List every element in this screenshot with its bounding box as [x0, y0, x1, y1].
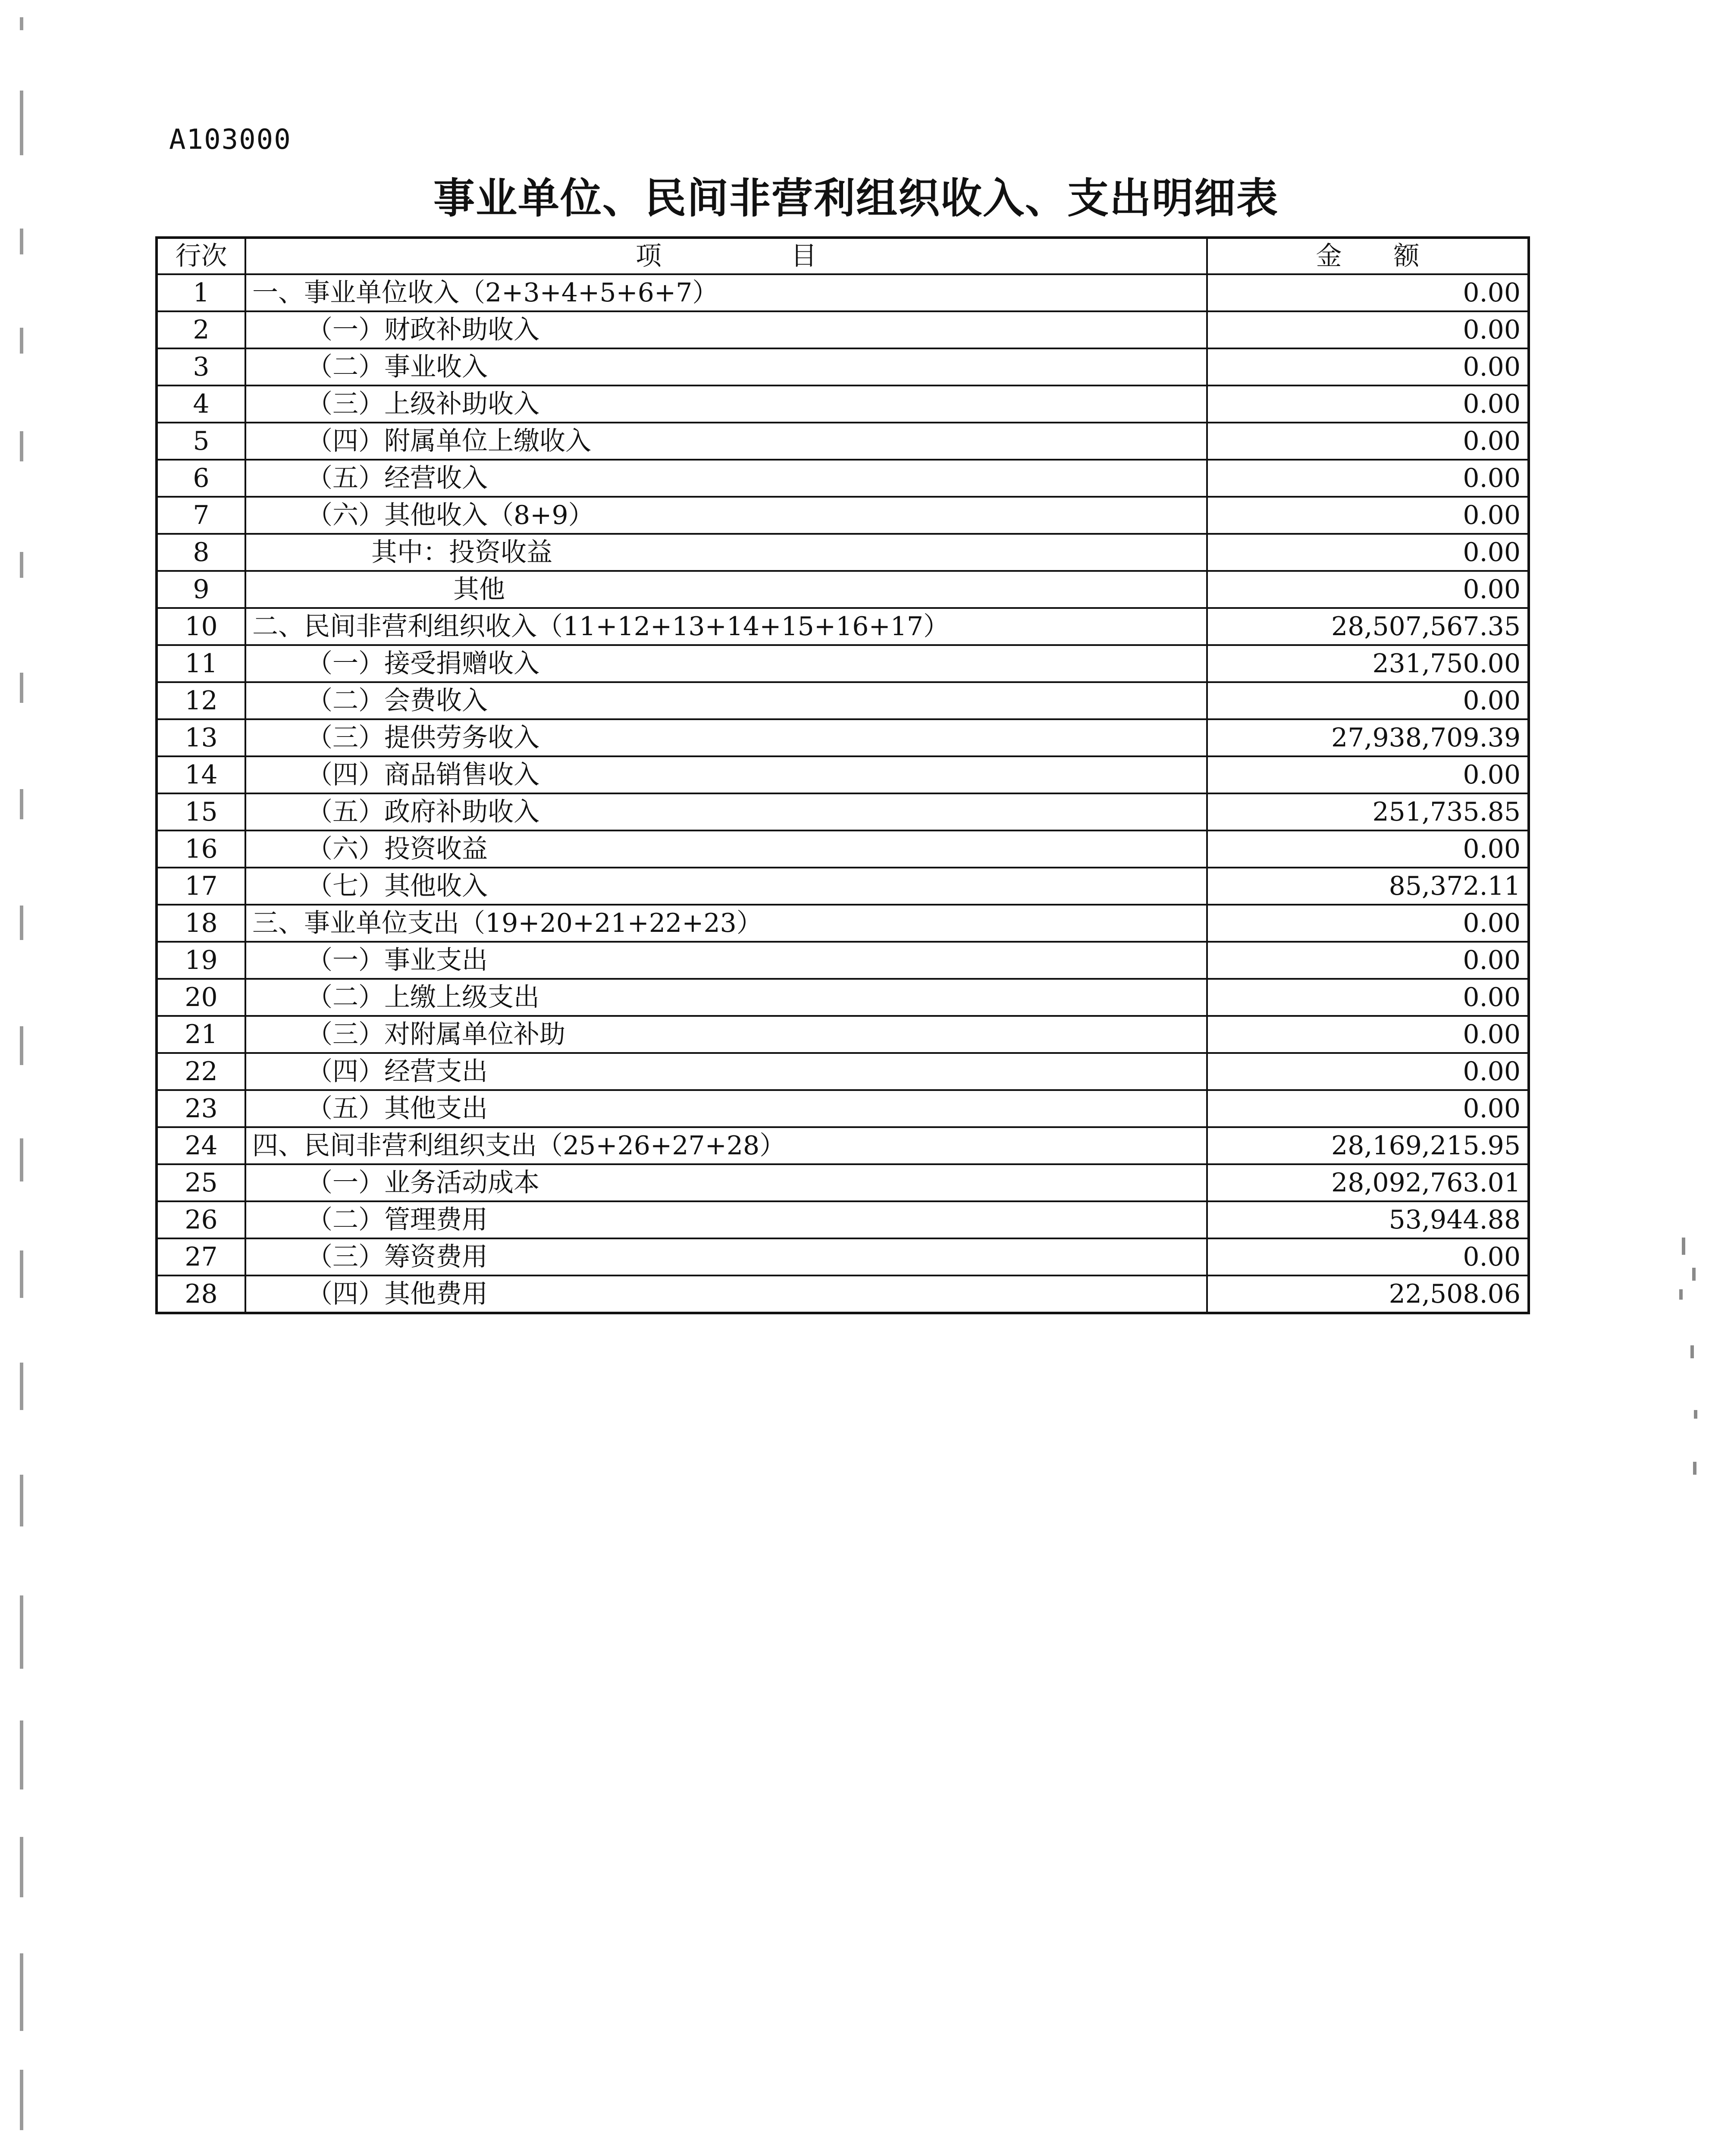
row-amount: 27,938,709.39 [1207, 719, 1529, 756]
row-amount: 0.00 [1207, 1016, 1529, 1053]
table-row [157, 1016, 1529, 1053]
form-code: A103000 [169, 124, 292, 156]
table-row [157, 905, 1529, 942]
scan-binding-marks [3, 0, 41, 2156]
row-amount: 0.00 [1207, 385, 1529, 423]
row-seq: 15 [157, 793, 245, 830]
row-item: （二）会费收入 [245, 682, 1207, 719]
row-seq: 3 [157, 348, 245, 385]
row-amount: 0.00 [1207, 497, 1529, 534]
row-seq: 1 [157, 274, 245, 311]
row-seq: 12 [157, 682, 245, 719]
table-row [157, 311, 1529, 348]
row-item: 其中：投资收益 [245, 534, 1207, 571]
row-amount: 0.00 [1207, 348, 1529, 385]
header-amount: 金 额 [1207, 238, 1529, 274]
table-row [157, 868, 1529, 905]
row-seq: 26 [157, 1201, 245, 1238]
row-item: （二）上缴上级支出 [245, 979, 1207, 1016]
row-amount: 28,169,215.95 [1207, 1127, 1529, 1164]
table-row [157, 348, 1529, 385]
row-seq: 24 [157, 1127, 245, 1164]
row-amount: 0.00 [1207, 942, 1529, 979]
row-item: 一、事业单位收入（2+3+4+5+6+7） [245, 274, 1207, 311]
table-header-row [157, 238, 1529, 274]
row-seq: 10 [157, 608, 245, 645]
table-row [157, 460, 1529, 497]
table-row [157, 682, 1529, 719]
table-row [157, 719, 1529, 756]
table-row [157, 645, 1529, 682]
table-row [157, 1238, 1529, 1275]
row-amount: 0.00 [1207, 534, 1529, 571]
row-seq: 8 [157, 534, 245, 571]
row-amount: 53,944.88 [1207, 1201, 1529, 1238]
scan-edge-marks [1678, 1238, 1703, 1479]
row-item: （四）附属单位上缴收入 [245, 423, 1207, 460]
row-amount: 22,508.06 [1207, 1275, 1529, 1313]
row-amount: 0.00 [1207, 979, 1529, 1016]
row-item: （二）管理费用 [245, 1201, 1207, 1238]
table-header [157, 238, 1529, 274]
row-item: 四、民间非营利组织支出（25+26+27+28） [245, 1127, 1207, 1164]
row-seq: 13 [157, 719, 245, 756]
row-item: （五）政府补助收入 [245, 793, 1207, 830]
row-item: （三）对附属单位补助 [245, 1016, 1207, 1053]
row-item: （四）商品销售收入 [245, 756, 1207, 793]
table-row [157, 942, 1529, 979]
row-amount: 231,750.00 [1207, 645, 1529, 682]
row-seq: 7 [157, 497, 245, 534]
table-row [157, 1164, 1529, 1201]
row-seq: 4 [157, 385, 245, 423]
row-item: （六）投资收益 [245, 830, 1207, 868]
document-title: 事业单位、民间非营利组织收入、支出明细表 [433, 174, 1279, 222]
row-seq: 11 [157, 645, 245, 682]
row-amount: 0.00 [1207, 1090, 1529, 1127]
row-amount: 28,092,763.01 [1207, 1164, 1529, 1201]
table-row [157, 385, 1529, 423]
row-item: 其他 [245, 571, 1207, 608]
row-seq: 27 [157, 1238, 245, 1275]
row-item: （一）业务活动成本 [245, 1164, 1207, 1201]
row-amount: 0.00 [1207, 756, 1529, 793]
row-amount: 0.00 [1207, 905, 1529, 942]
row-amount: 0.00 [1207, 423, 1529, 460]
row-seq: 6 [157, 460, 245, 497]
row-seq: 20 [157, 979, 245, 1016]
table-row [157, 497, 1529, 534]
row-item: （六）其他收入（8+9） [245, 497, 1207, 534]
row-item: （二）事业收入 [245, 348, 1207, 385]
table-row [157, 1275, 1529, 1313]
row-amount: 0.00 [1207, 830, 1529, 868]
table-row [157, 756, 1529, 793]
row-seq: 17 [157, 868, 245, 905]
header-seq: 行次 [157, 238, 245, 274]
row-item: （一）财政补助收入 [245, 311, 1207, 348]
row-seq: 18 [157, 905, 245, 942]
table-body [157, 274, 1529, 1313]
table-row [157, 830, 1529, 868]
row-item: （五）经营收入 [245, 460, 1207, 497]
row-seq: 23 [157, 1090, 245, 1127]
header-item: 项 目 [245, 238, 1207, 274]
row-item: （五）其他支出 [245, 1090, 1207, 1127]
row-seq: 25 [157, 1164, 245, 1201]
row-item: （三）上级补助收入 [245, 385, 1207, 423]
table-row [157, 571, 1529, 608]
row-amount: 251,735.85 [1207, 793, 1529, 830]
row-item: （四）其他费用 [245, 1275, 1207, 1313]
row-item: （一）事业支出 [245, 942, 1207, 979]
row-seq: 5 [157, 423, 245, 460]
row-seq: 19 [157, 942, 245, 979]
table-row [157, 979, 1529, 1016]
table-row [157, 793, 1529, 830]
row-amount: 0.00 [1207, 1238, 1529, 1275]
row-item: （三）提供劳务收入 [245, 719, 1207, 756]
row-amount: 0.00 [1207, 460, 1529, 497]
table-row [157, 423, 1529, 460]
row-seq: 16 [157, 830, 245, 868]
row-item: （七）其他收入 [245, 868, 1207, 905]
row-amount: 0.00 [1207, 1053, 1529, 1090]
table-row [157, 608, 1529, 645]
row-amount: 85,372.11 [1207, 868, 1529, 905]
row-amount: 0.00 [1207, 682, 1529, 719]
row-amount: 0.00 [1207, 274, 1529, 311]
table-row [157, 534, 1529, 571]
table-row [157, 1201, 1529, 1238]
row-seq: 14 [157, 756, 245, 793]
row-item: （三）筹资费用 [245, 1238, 1207, 1275]
row-amount: 0.00 [1207, 311, 1529, 348]
row-amount: 0.00 [1207, 571, 1529, 608]
table-row [157, 274, 1529, 311]
row-item: （一）接受捐赠收入 [245, 645, 1207, 682]
table-row [157, 1127, 1529, 1164]
table-row [157, 1090, 1529, 1127]
row-item: 三、事业单位支出（19+20+21+22+23） [245, 905, 1207, 942]
row-amount: 28,507,567.35 [1207, 608, 1529, 645]
row-seq: 28 [157, 1275, 245, 1313]
row-seq: 22 [157, 1053, 245, 1090]
income-expense-detail-table [155, 236, 1530, 1314]
row-item: 二、民间非营利组织收入（11+12+13+14+15+16+17） [245, 608, 1207, 645]
row-seq: 2 [157, 311, 245, 348]
row-item: （四）经营支出 [245, 1053, 1207, 1090]
row-seq: 21 [157, 1016, 245, 1053]
row-seq: 9 [157, 571, 245, 608]
table-row [157, 1053, 1529, 1090]
